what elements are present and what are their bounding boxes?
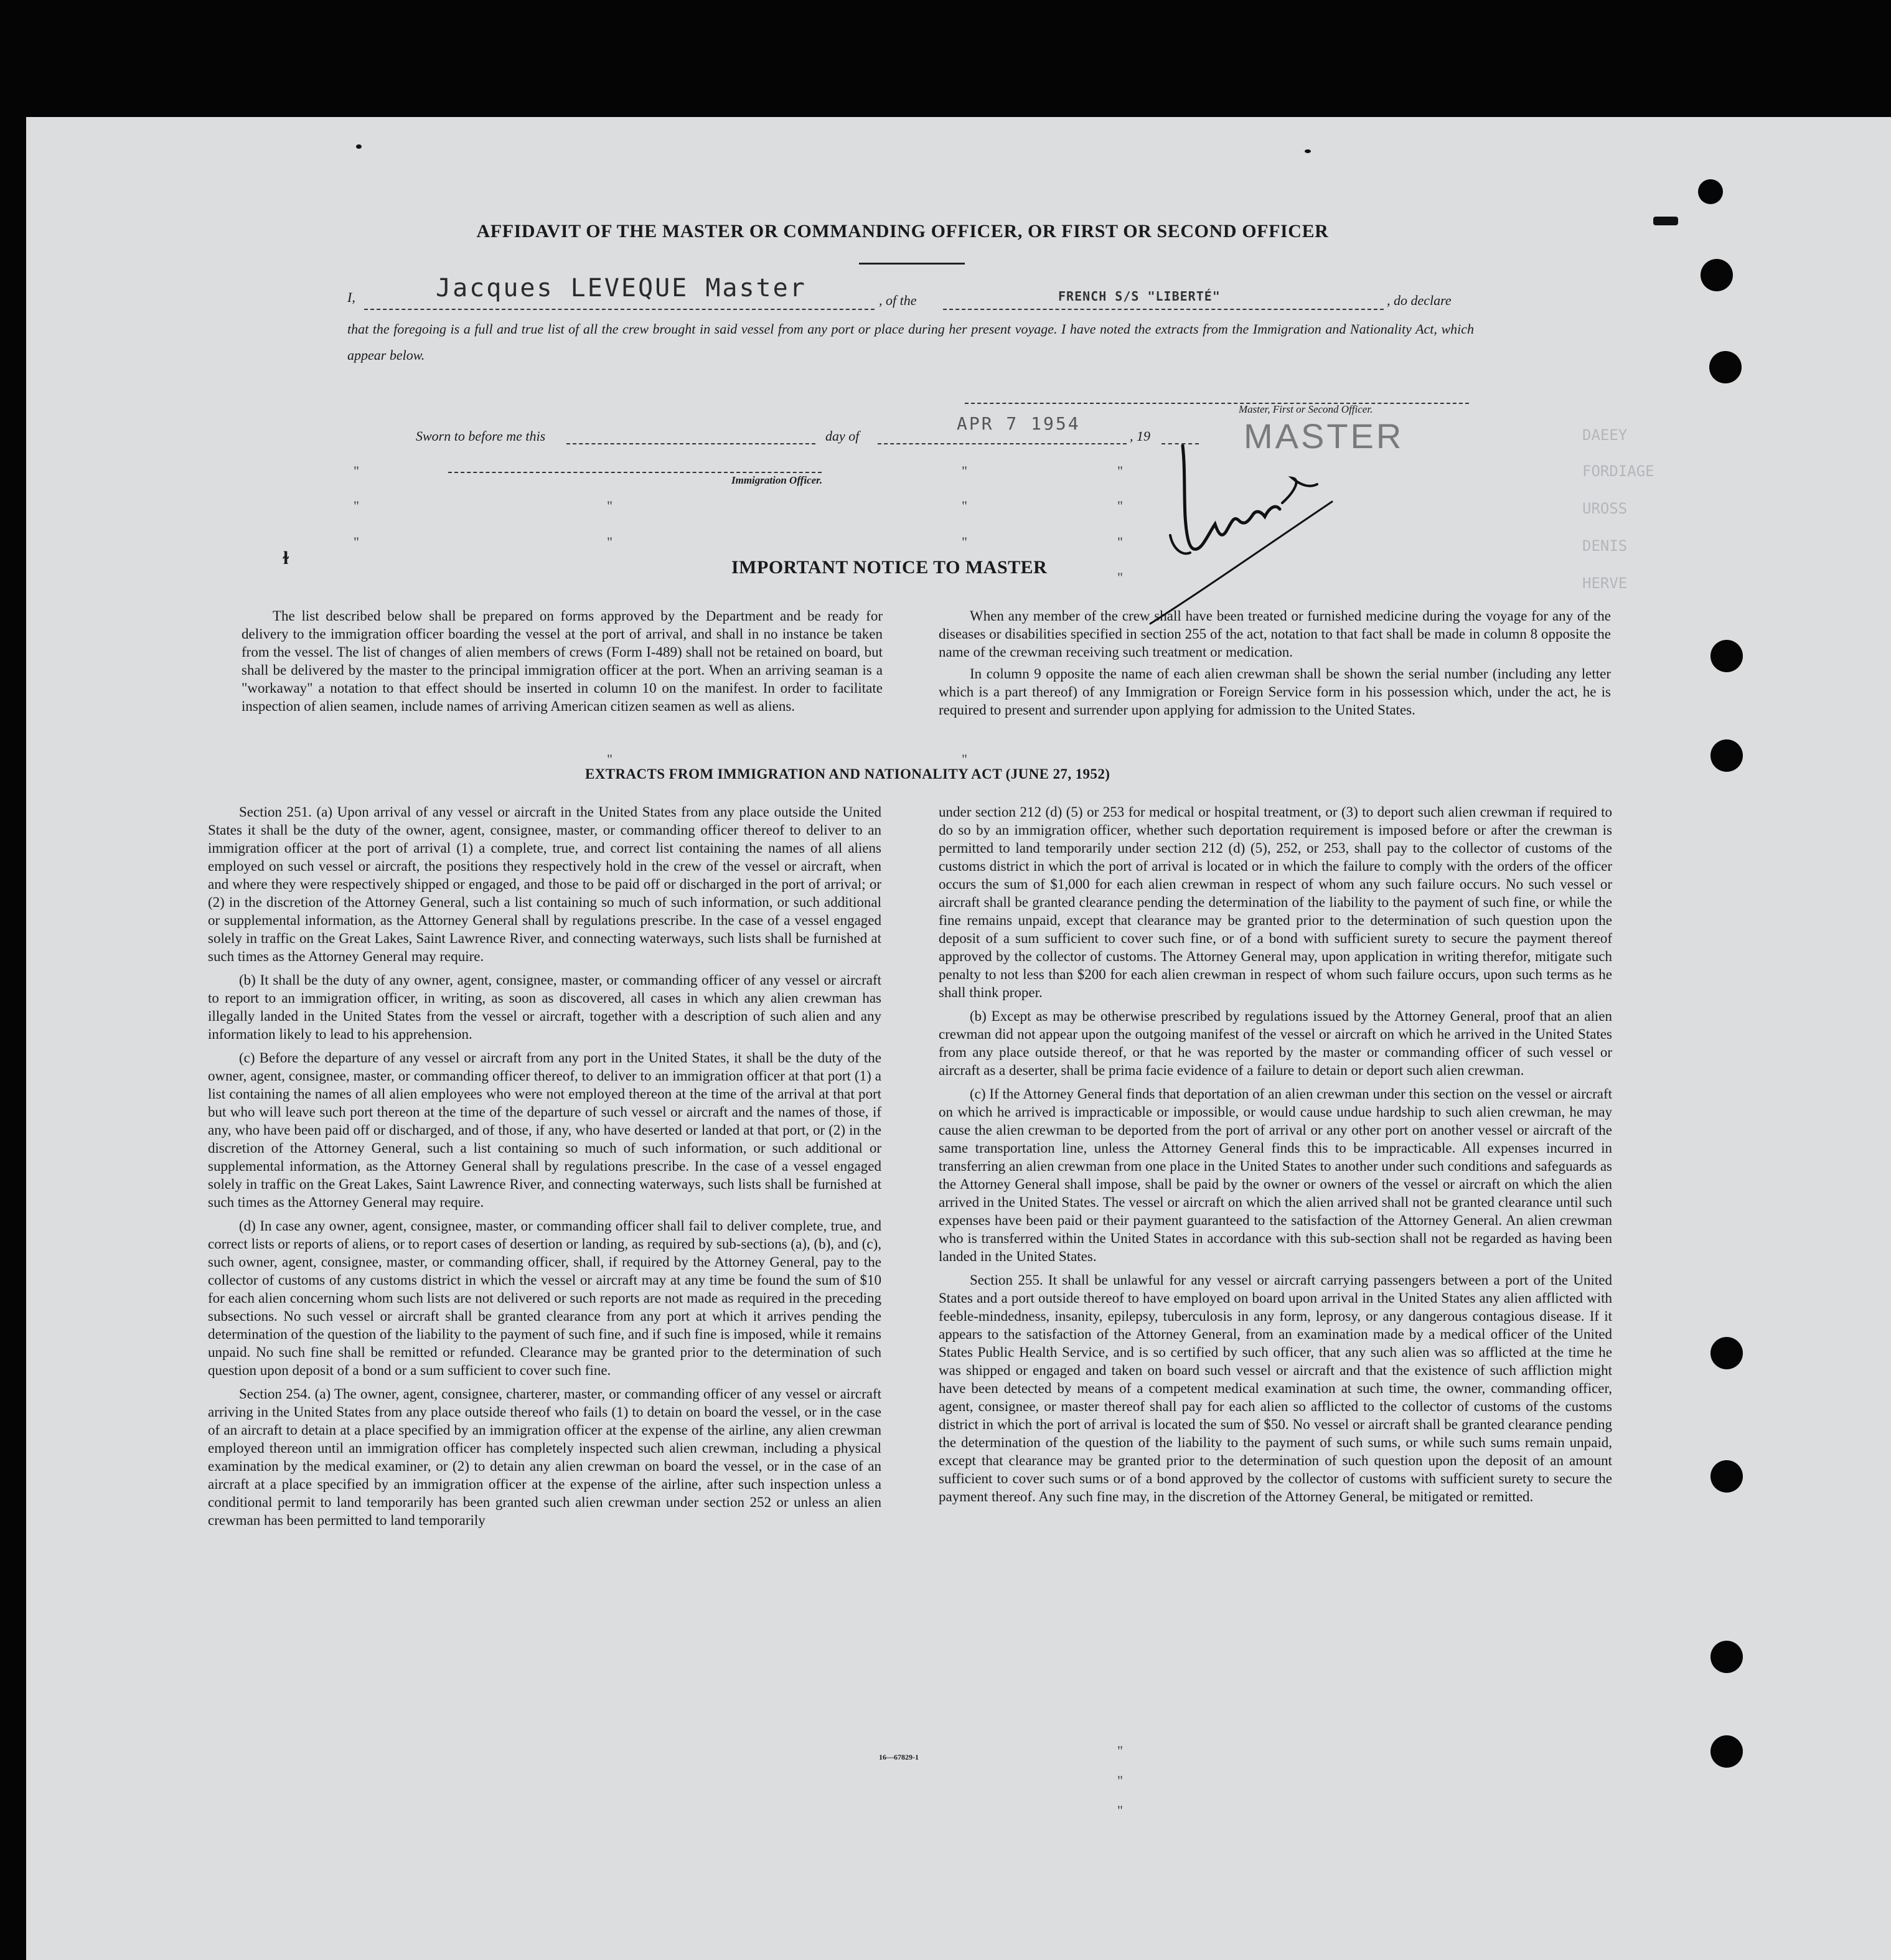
extracts-right-column — [939, 803, 1612, 1511]
bleed-through-text: HERVE — [1582, 574, 1628, 592]
binder-hole — [1701, 259, 1733, 291]
master-name-field[interactable]: Jacques LEVEQUE Master — [436, 274, 807, 302]
ditto-mark: " — [962, 534, 967, 550]
declaration-body: that the foregoing is a full and true list of all the crew brought in said vessel from any port or place during her present voyage. I have noted the extracts from the Immigration and Nationality Act, which appear below. — [347, 321, 1474, 363]
statute-paragraph: Section 255. It shall be unlawful for any vessel or aircraft carrying passengers between a port of the United States and a port outside thereof to have employed on board upon arrival in the United States any alien afflicted with feeble-mindedness, insanity, epilepsy, tuberculosis in any form, leprosy, or any dangerous contagious disease. If it appears to the satisfaction of the Attorney General, from an examination made by a medical officer of the United States Public Health Service, and is so certified by such officer, that any such alien was so afflicted at the time he was shipped or engaged and taken on board such vessel or aircraft and that the existence of such affliction might have been detected by means of a competent medical examination at such time, the owner, commanding officer, agent, consignee, or master thereof shall pay for each alien so afflicted to the collector of customs of the customs district in which the port of arrival is located the sum of $50. No vessel or aircraft shall be granted clearance pending the determination of the question of the liability to the payment of such sums, or while such sums remain unpaid, except that clearance may be granted prior to the determination of such question upon the deposit of an amount sufficient to cover such sums or of a bond approved by the collector of customs with sufficient surety to secure the payment thereof. Any such fine may, in the discretion of the Attorney General, be mitigated or remitted. — [939, 1272, 1612, 1504]
sworn-date-stamp[interactable]: APR 7 1954 — [957, 413, 1081, 434]
statute-paragraph: (c) Before the departure of any vessel or aircraft from any port in the United States, it shall be the duty of the owner, agent, consignee, master, or commanding officer thereof, to deliver to an immigration officer at that port (1) a list containing the names of all alien employees who were not employed thereon at the time of the arrival at that port but who will leave such port thereon at the time of the departure of such vessel or aircraft and the names of those, if any, who have been paid off or discharged, and of those, if any, who have deserted or landed at that port, or (2) in the discretion of the Attorney General, such a list containing so much of such information, or such additional or supplemental information, as the Attorney General shall by regulations prescribe. In the case of a vessel engaged solely in traffic on the Great Lakes, Saint Lawrence River, and connecting waterways, such lists shall be furnished at such times as the Attorney General may require. — [208, 1050, 881, 1210]
year-prefix-label: , 19 — [1130, 428, 1150, 444]
master-signature-line — [965, 403, 1469, 404]
of-the-label: , of the — [879, 293, 917, 308]
declaration-prefix: I, — [347, 289, 355, 305]
do-declare-label: , do declare — [1387, 293, 1452, 308]
bleed-through-text: FORDIAGE — [1582, 462, 1654, 480]
ditto-mark: " — [962, 463, 967, 479]
ditto-year-mark: " — [1117, 1773, 1123, 1788]
binder-hole — [1710, 739, 1743, 772]
ditto-year-mark: " — [1117, 534, 1123, 550]
ditto-year-mark: " — [1117, 498, 1123, 513]
sworn-label: Sworn to before me this — [416, 428, 546, 444]
immigration-officer-label: Immigration Officer. — [731, 474, 823, 486]
binder-hole — [1710, 1641, 1743, 1673]
ditto-mark: " — [962, 498, 967, 513]
ditto-mark: " — [607, 534, 612, 550]
ditto-mark: " — [354, 498, 359, 513]
immigration-officer-line — [448, 472, 822, 473]
binder-hole — [1710, 1735, 1743, 1768]
statute-paragraph: (b) It shall be the duty of any owner, agent, consignee, master, or commanding officer of any vessel or aircraft to report to an immigration officer, in writing, as soon as discovered, all cases in which any alien crewman has illegally landed in the United States from the vessel or aircraft, together with a description of such alien and any information likely to lead to his apprehension. — [208, 972, 881, 1042]
day-of-label: day of — [825, 428, 860, 444]
notice-right-column — [939, 607, 1611, 723]
ditto-mark: " — [607, 751, 612, 767]
margin-mark: ɫ — [283, 548, 289, 568]
ditto-mark: " — [607, 498, 612, 513]
ditto-mark: " — [354, 463, 359, 479]
affidavit-title: AFFIDAVIT OF THE MASTER OR COMMANDING OFFICER, OR FIRST OR SECOND OFFICER — [476, 221, 1329, 241]
title-divider — [859, 263, 965, 265]
speck-mark — [1305, 149, 1311, 153]
speck-mark — [356, 144, 362, 149]
statute-paragraph: Section 254. (a) The owner, agent, consignee, charterer, master, or commanding officer of any vessel or aircraft arriving in the United States from any place outside thereof who fails (1) to detain on board the vessel, or in the case of an aircraft to detain at a place specified by an immigration officer at the expense of the airline, any alien crewman employed thereon until an immigration officer has completely inspected such alien crewman, including a physical examination by the medical examiner, or (2) to detain any alien crewman on board the vessel, or in the case of an aircraft at a place specified by an immigration officer at the expense of the airline, after such inspection unless a conditional permit to land temporarily has been granted such alien crewman under section 252 or unless an alien crewman has been permitted to land temporarily — [208, 1386, 881, 1528]
statute-paragraph: under section 212 (d) (5) or 253 for medical or hospital treatment, or (3) to deport such alien crewman if required to do so by an immigration officer, whether such deportation requirement is imposed before or after the crewman is permitted to land temporarily under section 212 (d) (5), 252, or 253, shall pay to the collector of customs of the customs district in which the port of arrival is located or in which the failure to comply with the orders of the officer occurs the sum of $1,000 for each alien crewman in respect of whom any such failure occurs. No such vessel or aircraft shall be granted clearance pending the determination of the liability to the payment of such fine, or while the fine remains unpaid, except that clearance may be granted prior to the determination of such question upon the deposit of a sum sufficient to cover such fine, or of a bond with sufficient surety to secure the payment thereof approved by the collector of customs. The Attorney General may, upon application in writing therefor, mitigate such penalty to not less than $200 for each alien crewman in respect of whom such failure occurs, upon such terms as he shall think proper. — [939, 804, 1612, 1000]
sworn-day-line — [566, 443, 815, 444]
speck-mark — [1653, 217, 1678, 225]
binder-hole — [1698, 179, 1723, 204]
binder-hole — [1710, 640, 1743, 672]
extracts-heading: EXTRACTS FROM IMMIGRATION AND NATIONALITY ACT (JUNE 27, 1952) — [585, 766, 1110, 782]
ditto-mark: " — [354, 534, 359, 550]
ditto-mark: " — [962, 751, 967, 767]
statute-paragraph: (c) If the Attorney General finds that deportation of an alien crewman under this section on the vessel or aircraft on which he arrived is impracticable or impossible, or would cause undue hardship to such alien crewman, he may cause the alien crewman to be deported from the port of arrival or any other port on another vessel or aircraft of the same transportation line, unless the Attorney General finds this to be impracticable. All expenses incurred in transferring an alien crewman from one place in the United States to another under such conditions and safeguards as the Attorney General shall impose, shall be paid by the owner or owners of the vessel or aircraft on which the alien arrived in the United States. The vessel or aircraft on which the alien arrived shall not be granted clearance until such expenses have been paid or their payment guaranteed to the satisfaction of the Attorney General. An alien crewman who is transferred within the United States in accordance with this sub-section shall not be regarded as having been landed in the United States. — [939, 1086, 1612, 1264]
handwritten-signature — [1145, 442, 1407, 629]
notice-paragraph: In column 9 opposite the name of each alien crewman shall be shown the serial number (including any letter which is a part thereof) of any Immigration or Foreign Service form in his possession which, under the act, he is required to present and surrender upon applying for admission to the United States. — [939, 666, 1611, 718]
ditto-year-mark: " — [1117, 570, 1123, 585]
sworn-month-line — [878, 443, 1127, 444]
statute-paragraph: (d) In case any owner, agent, consignee, master, or commanding officer shall fail to deliver complete, true, and correct lists or reports of aliens, or to report cases of desertion or landing, as required by sub-sections (a), (b), and (c), such owner, agent, consignee, master, or commanding officer, shall, if required by the Attorney General, pay to the collector of customs of any customs district in which the vessel or aircraft may at any time be found the sum of $10 for each alien concerning whom such lists are not delivered or such reports are not made as required in the preceding subsections. No such vessel or aircraft shall be granted clearance from any port at which it arrives pending the determination of the question of the liability to the payment of such fine, and if such fine is imposed, while it remains unpaid. No such fine shall be remitted or refunded. Clearance may be granted prior to the determination of such question upon deposit of a bond or a sum sufficient to cover such fine. — [208, 1218, 881, 1378]
extracts-left-column — [208, 803, 881, 1535]
vessel-line — [943, 309, 1384, 310]
master-name-line — [364, 309, 875, 310]
bleed-through-text: DAEEY — [1582, 426, 1628, 444]
bleed-through-text: UROSS — [1582, 500, 1628, 517]
binder-hole — [1710, 1337, 1743, 1369]
notice-left-column — [242, 607, 883, 719]
binder-hole — [1710, 1460, 1743, 1493]
form-number: 16—67829-1 — [879, 1753, 919, 1761]
bleed-through-text: DENIS — [1582, 537, 1628, 555]
ditto-year-mark: " — [1117, 1743, 1123, 1758]
master-signature-label: Master, First or Second Officer. — [1239, 403, 1373, 415]
notice-heading: IMPORTANT NOTICE TO MASTER — [731, 557, 1048, 578]
sworn-year-line — [1161, 443, 1199, 444]
binder-hole — [1709, 351, 1742, 383]
ditto-year-mark: " — [1117, 1803, 1123, 1818]
vessel-name-field[interactable]: FRENCH S/S "LIBERTÉ" — [1058, 289, 1221, 304]
notice-paragraph: The list described below shall be prepared on forms approved by the Department and be ready for delivery to the immigration officer boarding the vessel at the port of arrival, and shall in no instance be taken from the vessel. The list of changes of alien members of crews (Form I-489) shall not be retained on board, but shall be delivered by the master to the principal immigration officer at the port. When an arriving seaman is a "workaway" a notation to that effect should be inserted in column 10 on the manifest. In order to facilitate inspection of alien seamen, include names of arriving American citizen seamen as well as aliens. — [242, 608, 883, 714]
statute-paragraph: (b) Except as may be otherwise prescribed by regulations issued by the Attorney General, proof that an alien crewman did not appear upon the outgoing manifest of the vessel or aircraft on which he arrived in the United States from any place outside thereof, or that he was reported by the master or commanding officer of such vessel or aircraft as a deserter, shall be prima facie evidence of a failure to detain or deport such alien crewman. — [939, 1008, 1612, 1078]
master-stamp: MASTER — [1244, 416, 1404, 456]
statute-paragraph: Section 251. (a) Upon arrival of any vessel or aircraft in the United States from any place outside the United States it shall be the duty of the owner, agent, consignee, master, or commanding officer thereof to deliver to an immigration officer at the port of arrival (1) a complete, true, and correct list containing the names of all aliens employed on such vessel or aircraft, the positions they respectively hold in the crew of the vessel or aircraft, when and where they were respectively shipped or engaged, and those to be paid off or discharged in the port of arrival; or (2) in the discretion of the Attorney General, such a list containing so much of such information, or such additional or supplemental information, as the Attorney General shall by regulations prescribe. In the case of a vessel engaged solely in traffic on the Great Lakes, Saint Lawrence River, and connecting waterways, such lists shall be furnished at such times as the Attorney General may require. — [208, 804, 881, 964]
notice-paragraph: When any member of the crew shall have been treated or furnished medicine during the voyage for any of the diseases or disabilities specified in section 255 of the act, notation to that fact shall be made in column 8 opposite the name of the crewman receiving such treatment or medication. — [939, 608, 1611, 660]
ditto-year-mark: " — [1117, 463, 1123, 479]
